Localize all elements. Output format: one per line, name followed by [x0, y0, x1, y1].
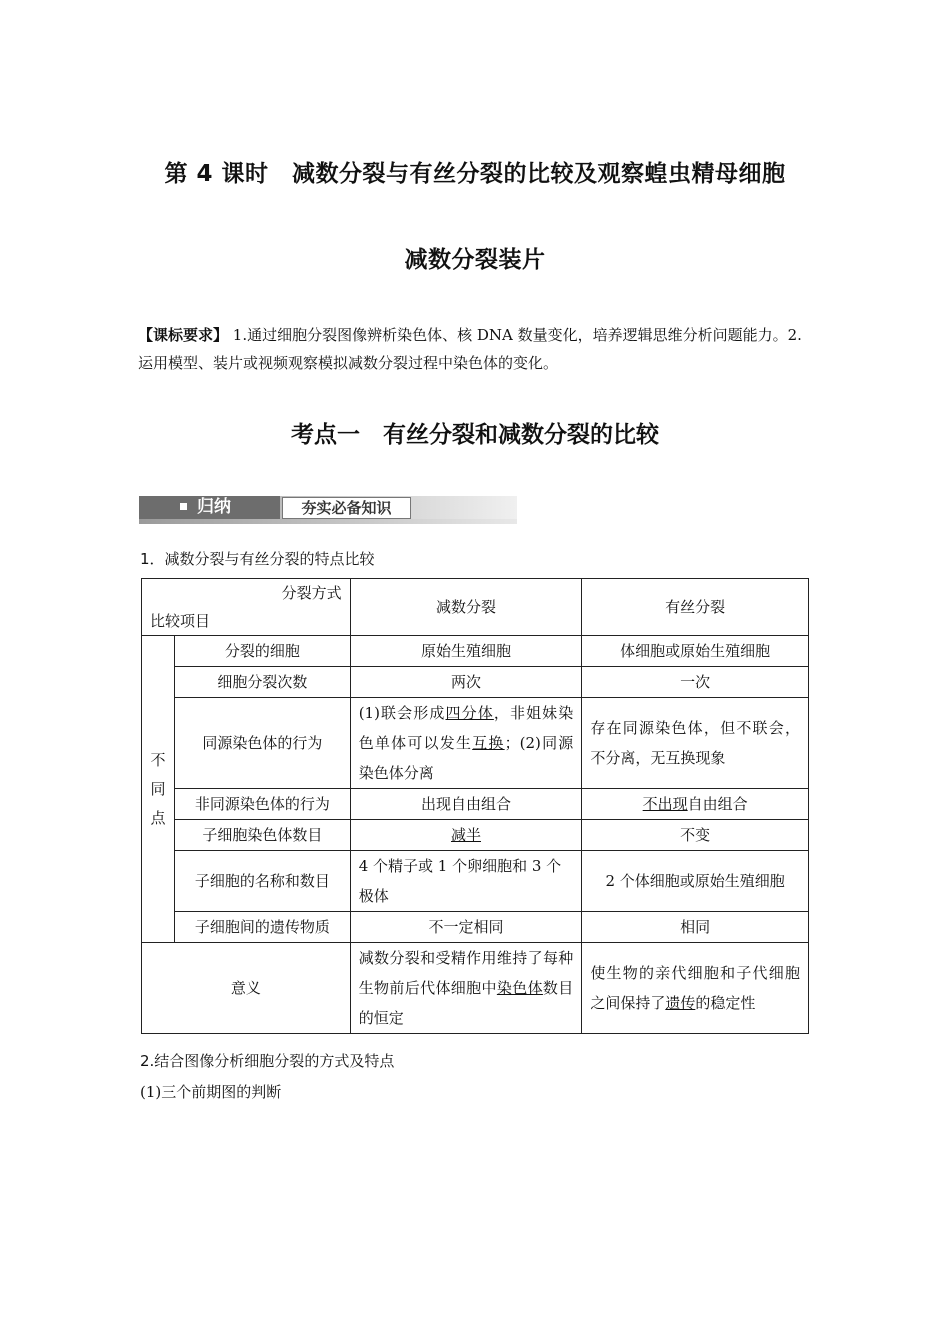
- row-item: 同源染色体的行为: [174, 698, 350, 789]
- row-item: 细胞分裂次数: [174, 667, 350, 698]
- text-segment: ，非姐妹染色单体可以发生: [358, 704, 574, 752]
- curriculum-requirement: [138, 321, 814, 377]
- comparison-table: [141, 578, 809, 1034]
- table-row: [142, 636, 809, 667]
- meiosis-cell: 4 个精子或 1 个卵细胞和 3 个极体: [350, 851, 582, 912]
- square-bullet-icon: [180, 503, 187, 510]
- banner-label: 归纳: [197, 497, 231, 517]
- mitosis-cell: 体细胞或原始生殖细胞: [582, 636, 809, 667]
- row-item: 子细胞染色体数目: [174, 820, 350, 851]
- header-diagonal-cell: [142, 579, 351, 636]
- page-title-line1: 第 4 课时 减数分裂与有丝分裂的比较及观察蝗虫精母细胞: [164, 161, 786, 187]
- meiosis-cell: 两次: [350, 667, 582, 698]
- group-label-char: 不: [150, 750, 166, 769]
- group-label-char: 同: [150, 779, 166, 798]
- row-item: 非同源染色体的行为: [174, 789, 350, 820]
- table-header-row: [142, 579, 809, 636]
- text-segment: 的稳定性: [695, 994, 756, 1012]
- meiosis-cell: [350, 943, 582, 1034]
- table-row: [142, 698, 809, 789]
- underlined-answer: 遗传: [665, 994, 696, 1012]
- text-segment: 使生物的亲代细胞和子代细胞之间保持了: [590, 964, 800, 1012]
- text-segment: 减数分裂和受精作用维持了每种生物前后代体细胞中: [358, 949, 574, 997]
- underlined-answer: 互换: [472, 734, 505, 752]
- text-segment: (1)联会形成: [358, 704, 446, 722]
- header-compare-item: 比较项目: [150, 612, 211, 630]
- page-title-line2: 减数分裂装片: [404, 247, 546, 273]
- row-item: 意义: [142, 943, 351, 1034]
- table-row: [142, 851, 809, 912]
- mitosis-cell: 一次: [582, 667, 809, 698]
- banner-label-block: [139, 496, 280, 519]
- row-item: 分裂的细胞: [174, 636, 350, 667]
- meiosis-cell: 出现自由组合: [350, 789, 582, 820]
- group-label-differences: [142, 636, 175, 943]
- mitosis-cell: 不变: [582, 820, 809, 851]
- section-heading: 考点一 有丝分裂和减数分裂的比较: [291, 422, 659, 448]
- meiosis-cell: 原始生殖细胞: [350, 636, 582, 667]
- subheading-1: 1．减数分裂与有丝分裂的特点比较: [140, 550, 375, 568]
- mitosis-cell: [582, 943, 809, 1034]
- underlined-answer: 不出现: [642, 795, 688, 813]
- text-segment: 数目的恒定: [358, 979, 574, 1027]
- banner-box: 夯实必备知识: [282, 497, 411, 519]
- group-label-char: 点: [150, 808, 166, 827]
- header-split-mode: 分裂方式: [281, 584, 342, 602]
- mitosis-cell: 存在同源染色体，但不联会，不分离，无互换现象: [582, 698, 809, 789]
- table-row: [142, 789, 809, 820]
- header-meiosis: 减数分裂: [350, 579, 582, 636]
- mitosis-cell: [582, 789, 809, 820]
- banner-underline: [139, 519, 517, 524]
- table-row: [142, 912, 809, 943]
- text-segment: ；(2)同源染色体分离: [358, 734, 574, 782]
- mitosis-cell: 2 个体细胞或原始生殖细胞: [582, 851, 809, 912]
- subheading-3: (1)三个前期图的判断: [140, 1083, 282, 1101]
- meiosis-cell: [350, 698, 582, 789]
- summary-banner: [139, 496, 517, 526]
- table-row: [142, 943, 809, 1034]
- underlined-answer: 染色体: [496, 979, 543, 997]
- mitosis-cell: 相同: [582, 912, 809, 943]
- table-row: [142, 820, 809, 851]
- meiosis-cell: 不一定相同: [350, 912, 582, 943]
- text-segment: 自由组合: [687, 795, 748, 813]
- row-item: 子细胞间的遗传物质: [174, 912, 350, 943]
- requirement-tag: 【课标要求】: [138, 326, 229, 344]
- table-row: [142, 667, 809, 698]
- underlined-answer: 四分体: [445, 704, 494, 722]
- meiosis-cell: [350, 820, 582, 851]
- header-mitosis: 有丝分裂: [582, 579, 809, 636]
- requirement-text: 1.通过细胞分裂图像辨析染色体、核 DNA 数量变化，培养逻辑思维分析问题能力。2.运用模型、装片或视频观察模拟减数分裂过程中染色体的变化。: [138, 326, 802, 372]
- row-item: 子细胞的名称和数目: [174, 851, 350, 912]
- subheading-2: 2.结合图像分析细胞分裂的方式及特点: [140, 1052, 395, 1070]
- underlined-answer: 减半: [450, 826, 481, 844]
